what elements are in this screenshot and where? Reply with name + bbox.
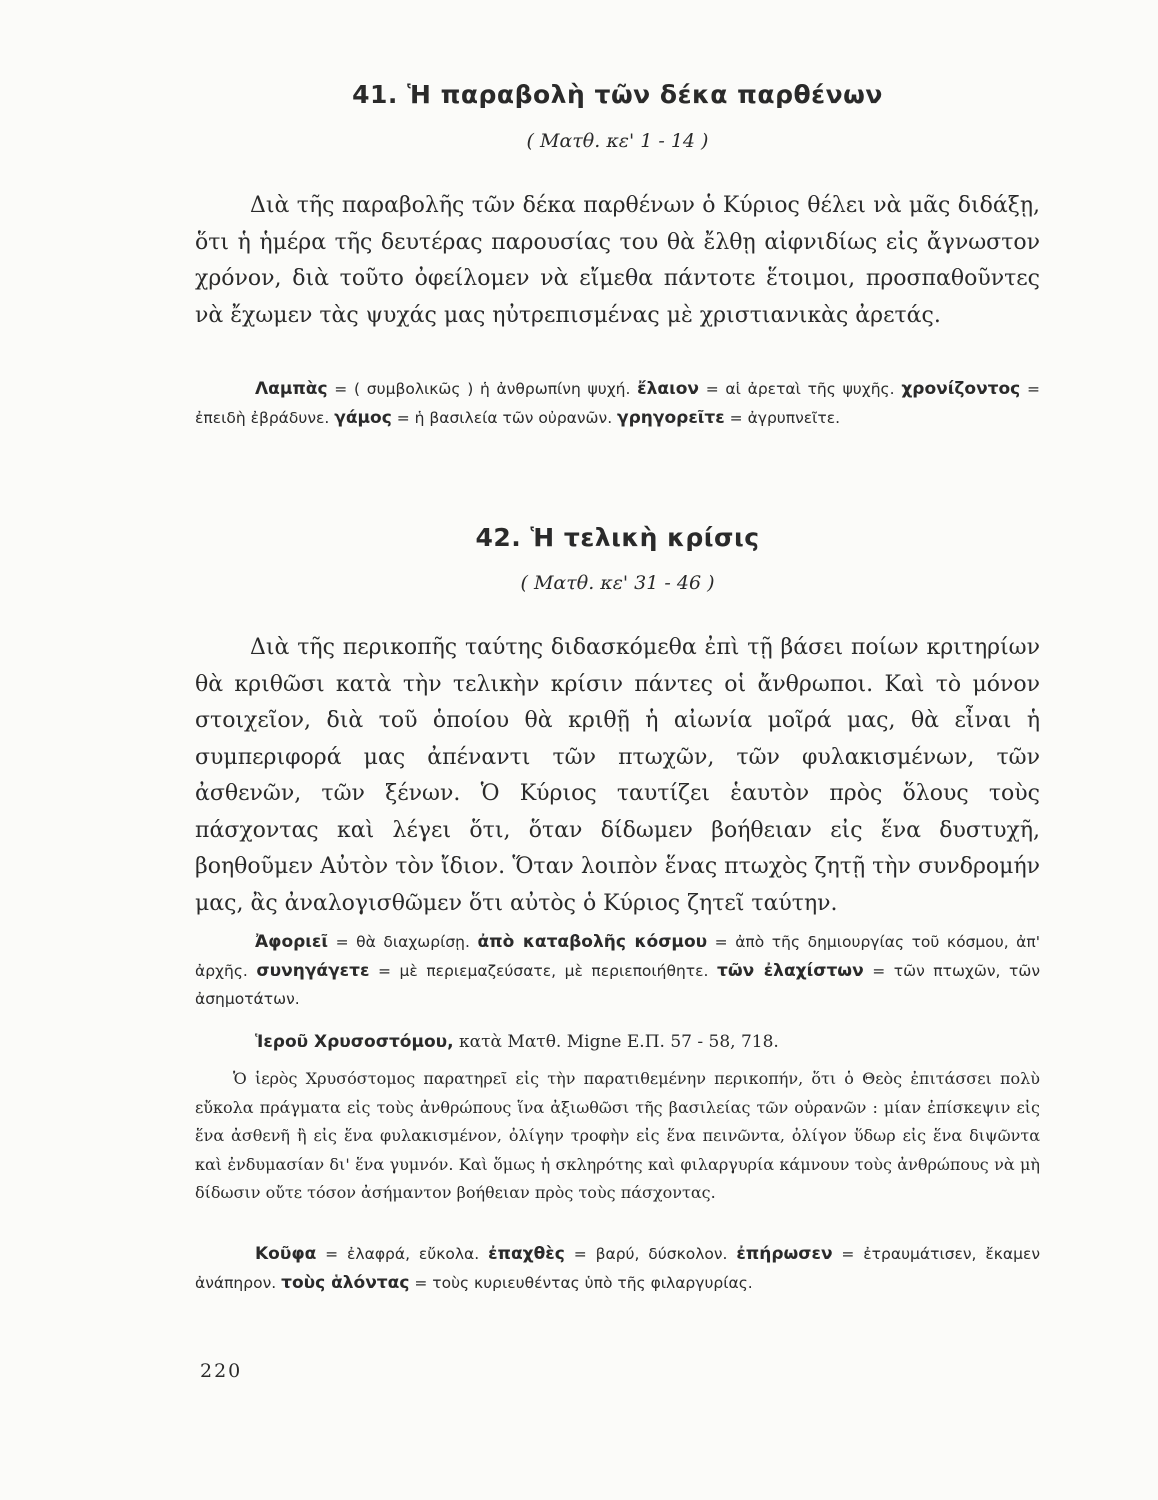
section-41-body xyxy=(195,188,1040,334)
page-number: 220 xyxy=(200,1360,243,1382)
section-42-reference: ( Ματθ. κε' 31 - 46 ) xyxy=(520,572,715,594)
citation-line xyxy=(195,1032,1040,1052)
commentary-block xyxy=(195,1065,1040,1208)
gloss-def: = τοὺς κυριευθέντας ὑπὸ τῆς φιλαργυρίας. xyxy=(409,1273,753,1292)
section-42-heading: 42. Ἡ τελικὴ κρίσις xyxy=(475,523,760,552)
commentary-paragraph: Ὁ ἱερὸς Χρυσόστομος παρατηρεῖ εἰς τὴν παρατιθεμένην περικοπήν, ὅτι ὁ Θεὸς ἐπιτάσσει πολὺ εὔκολα πράγματα εἰς τοὺς ἀνθρώπους ἵνα ἀξιωθῶσι τῆς βασιλείας τῶν οὐρανῶν : μίαν ἐπίσκεψιν εἰς ἕνα ἀσθενῆ ἢ εἰς ἕνα φυλακισμένον, ὀλίγην τροφὴν εἰς ἕνα πεινῶντα, ὀλίγον ὕδωρ εἰς ἕνα διψῶντα καὶ ἐνδυμασίαν δι' ἕνα γυμνόν. Καὶ ὅμως ἡ σκληρότης καὶ φιλαργυρία κάμνουν τοὺς ἀνθρώπους νὰ μὴ δίδωσιν οὔτε τόσον ἀσήμαντον βοήθειαν πρὸς τοὺς πάσχοντας. xyxy=(195,1069,1040,1202)
gloss-def: = τῶν πτωχῶν, τῶν ἀσημοτάτων. xyxy=(195,961,1040,1008)
gloss-def: = ἐτραυμάτισεν, ἔκαμεν ἀνάπηρον. xyxy=(195,1245,1040,1292)
gloss-def: = ἐλαφρά, εὔκολα. xyxy=(316,1245,489,1263)
gloss-def: = μὲ περιεμαζεύσατε, μὲ περιεποιήθητε. xyxy=(369,961,717,980)
gloss-def: = ἀπὸ τῆς δημιουργίας τοῦ κόσμου, ἀπ' ἀρχῆς. xyxy=(195,933,1040,980)
gloss-def: = θὰ διαχωρίσῃ. xyxy=(328,933,478,951)
gloss-term: τοὺς ἁλόντας xyxy=(281,1272,410,1293)
gloss-term: ἔλαιον xyxy=(637,379,699,399)
gloss-term: χρονίζοντος xyxy=(901,379,1021,399)
gloss-def: = ἀγρυπνεῖτε. xyxy=(724,408,841,427)
section-41-paragraph: Διὰ τῆς παραβολῆς τῶν δέκα παρθένων ὁ Κύριος θέλει νὰ μᾶς διδάξῃ, ὅτι ἡ ἡμέρα τῆς δευτέρας παρουσίας του θὰ ἔλθῃ αἰφνιδίως εἰς ἄγνωστον χρόνον, διὰ τοῦτο ὀφείλομεν νὰ εἴμεθα πάντοτε ἕτοιμοι, προσπαθοῦντες νὰ ἔχωμεν τὰς ψυχάς μας ηὐτρεπισμένας μὲ χριστιανικὰς ἀρετάς. xyxy=(195,193,1040,328)
gloss-term: Ἀφοριεῖ xyxy=(255,932,329,952)
gloss-def: = ἡ βασιλεία τῶν οὐρανῶν. xyxy=(391,408,618,427)
section-41-reference: ( Ματθ. κε' 1 - 14 ) xyxy=(526,130,709,152)
citation-author: Ἱεροῦ Χρυσοστόμου, xyxy=(255,1032,454,1052)
section-42-glossary xyxy=(195,928,1040,1014)
gloss-term: συνηγάγετε xyxy=(256,960,370,981)
gloss-term: ἐπήρωσεν xyxy=(736,1244,833,1264)
gloss-term: Κοῦφα xyxy=(255,1244,317,1264)
gloss-term: ἀπὸ καταβολῆς κόσμου xyxy=(477,932,708,952)
section-41-glossary xyxy=(195,375,1040,432)
gloss-term: ἐπαχθὲς xyxy=(488,1244,565,1264)
citation-source: κατὰ Ματθ. Migne Ε.Π. 57 - 58, 718. xyxy=(453,1032,779,1052)
gloss-def: = ἐπειδὴ ἐβράδυνε. xyxy=(195,380,1040,427)
section-41-heading: 41. Ἡ παραβολὴ τῶν δέκα παρθένων xyxy=(352,80,883,109)
gloss-term: γρηγορεῖτε xyxy=(617,407,725,428)
gloss-def: = αἱ ἀρεταὶ τῆς ψυχῆς. xyxy=(698,380,902,398)
gloss-term: Λαμπὰς xyxy=(255,379,328,399)
commentary-glossary xyxy=(195,1240,1040,1297)
gloss-def: = ( συμβολικῶς ) ἡ ἀνθρωπίνη ψυχή. xyxy=(327,380,638,398)
gloss-def: = βαρύ, δύσκολον. xyxy=(564,1245,737,1263)
gloss-term: τῶν ἐλαχίστων xyxy=(716,960,864,981)
gloss-term: γάμος xyxy=(334,407,392,428)
section-42-body xyxy=(195,630,1040,922)
section-42-paragraph: Διὰ τῆς περικοπῆς ταύτης διδασκόμεθα ἐπὶ τῇ βάσει ποίων κριτηρίων θὰ κριθῶσι κατὰ τὴν τελικὴν κρίσιν πάντες οἱ ἄνθρωποι. Καὶ τὸ μόνον στοιχεῖον, διὰ τοῦ ὁποίου θὰ κριθῇ ἡ αἰωνία μοῖρά μας, θὰ εἶναι ἡ συμπεριφορά μας ἀπέναντι τῶν πτωχῶν, τῶν φυλακισμένων, τῶν ἀσθενῶν, τῶν ξένων. Ὁ Κύριος ταυτίζει ἑαυτὸν πρὸς ὅλους τοὺς πάσχοντας καὶ λέγει ὅτι, ὅταν δίδωμεν βοήθειαν εἰς ἕνα δυστυχῆ, βοηθοῦμεν Αὐτὸν τὸν ἴδιον. Ὅταν λοιπὸν ἕνας πτωχὸς ζητῇ τὴν συνδρομήν μας, ἂς ἀναλογισθῶμεν ὅτι αὐτὸς ὁ Κύριος ζητεῖ ταύτην. xyxy=(195,635,1040,916)
